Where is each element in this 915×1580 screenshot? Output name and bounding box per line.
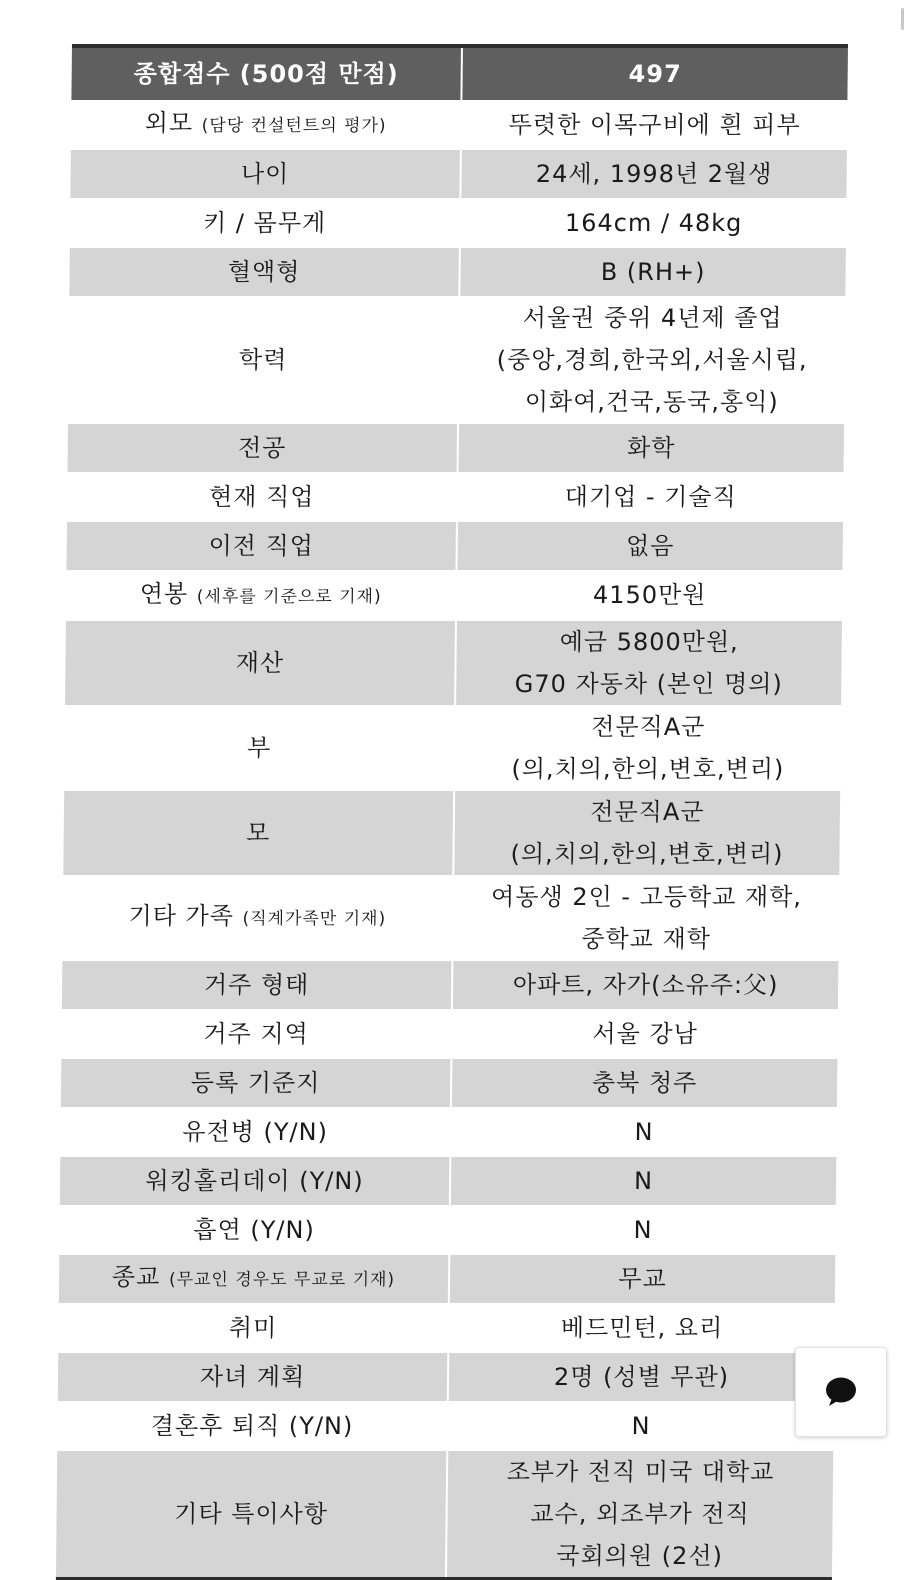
row-value-line: 2명 (성별 무관) — [553, 1362, 730, 1391]
row-label: 이전 직업 — [208, 531, 315, 560]
row-label: 결혼후 퇴직 (Y/N) — [150, 1411, 354, 1440]
row-value-cell — [455, 620, 842, 705]
row-label-cell — [62, 875, 453, 960]
row-label: 모 — [246, 818, 271, 847]
table-row — [71, 100, 848, 149]
row-value-cell — [453, 790, 840, 875]
row-value-line: 국회의원 (2선) — [556, 1541, 724, 1570]
row-label: 기타 특이사항 — [174, 1499, 329, 1528]
table-row — [62, 875, 839, 960]
row-label-cell — [67, 472, 458, 521]
row-value-line: 화학 — [626, 433, 676, 462]
row-value-line: (의,치의,한의,변호,변리) — [510, 839, 784, 868]
row-value-cell — [461, 100, 848, 149]
row-label-note: (직계가족만 기재) — [242, 909, 387, 929]
row-label-cell — [68, 296, 459, 423]
row-value-line: 조부가 전직 미국 대학교 — [506, 1457, 775, 1486]
row-value-line: 아파트, 자가(소유주:父) — [512, 970, 779, 999]
row-label-cell — [63, 790, 454, 875]
row-value-cell — [459, 247, 846, 296]
row-label: 학력 — [238, 345, 288, 374]
chat-button[interactable] — [795, 1347, 887, 1437]
row-label-cell — [68, 423, 459, 472]
row-label: 키 / 몸무게 — [202, 208, 327, 237]
row-label-cell — [64, 705, 455, 790]
row-value-line: 서울 강남 — [592, 1019, 698, 1048]
row-label-cell — [61, 1009, 452, 1058]
row-label-cell — [60, 1107, 451, 1156]
row-value-line: 4150만원 — [592, 581, 707, 609]
row-value-cell — [448, 1352, 835, 1401]
table-row — [70, 149, 847, 198]
row-label-cell — [70, 198, 461, 247]
row-label-cell — [70, 149, 461, 198]
table-row — [65, 620, 842, 705]
row-value-line: N — [633, 1166, 654, 1195]
table-row — [68, 423, 845, 472]
row-label: 흡연 (Y/N) — [193, 1215, 315, 1244]
table-row — [63, 790, 840, 875]
row-label: 부 — [246, 733, 272, 762]
row-value-cell — [449, 1254, 836, 1303]
row-value-line: 교수, 외조부가 전직 — [530, 1499, 750, 1528]
table-row — [64, 705, 841, 790]
row-label: 워킹홀리데이 (Y/N) — [145, 1166, 364, 1195]
row-label-cell — [56, 1450, 447, 1578]
row-value-line: (중앙,경희,한국외,서울시립, — [496, 345, 808, 374]
table-row — [59, 1205, 836, 1254]
table-row — [58, 1303, 835, 1352]
row-value-cell — [458, 423, 845, 472]
row-value-line: 이화여,건국,동국,홍익) — [524, 387, 779, 416]
row-value-cell — [454, 705, 841, 790]
row-label: 재산 — [235, 648, 285, 677]
row-value-line: 무교 — [618, 1264, 667, 1293]
speech-bubble-icon — [823, 1375, 859, 1409]
row-value-cell — [450, 1107, 837, 1156]
row-value-cell — [451, 1058, 838, 1107]
row-value-line: 예금 5800만원, — [559, 627, 739, 656]
row-value-cell — [456, 570, 843, 620]
row-value-cell — [450, 1156, 837, 1205]
row-value-line: 중학교 재학 — [581, 924, 712, 953]
row-label: 취미 — [228, 1313, 278, 1342]
row-value-cell — [456, 521, 843, 570]
row-value-line: N — [631, 1411, 651, 1440]
row-value-cell — [460, 198, 847, 247]
table-row — [66, 570, 843, 620]
profile-table — [56, 44, 848, 1580]
row-value-cell — [457, 472, 844, 521]
table-row — [62, 960, 839, 1009]
row-label-cell — [57, 1401, 448, 1450]
row-value-cell — [452, 960, 839, 1009]
table-row — [66, 521, 843, 570]
row-label-cell — [61, 1058, 452, 1107]
row-label-cell — [58, 1352, 449, 1401]
table-row — [68, 296, 845, 423]
row-label: 등록 기준지 — [190, 1068, 321, 1097]
table-row — [70, 198, 847, 247]
total-score-label: 종합점수 (500점 만점) — [71, 46, 462, 100]
row-label: 기타 가족 — [128, 902, 235, 930]
row-label: 외모 — [144, 109, 194, 137]
row-label-cell — [65, 620, 456, 705]
row-value-line: 충북 청주 — [591, 1068, 698, 1097]
row-label: 나이 — [240, 159, 290, 188]
table-row — [60, 1107, 837, 1156]
row-label: 현재 직업 — [208, 482, 315, 511]
row-value-line: 164cm / 48kg — [564, 208, 743, 237]
row-value-line: 전문직A군 — [590, 797, 705, 826]
row-label-cell — [59, 1254, 450, 1303]
row-label: 연봉 — [139, 579, 189, 608]
row-value-line: 뚜렷한 이목구비에 흰 피부 — [508, 110, 801, 139]
row-value-line: B (RH+) — [600, 257, 706, 286]
row-value-line: 서울권 중위 4년제 졸업 — [522, 303, 783, 332]
row-value-line: N — [634, 1117, 654, 1146]
row-label: 전공 — [237, 433, 287, 462]
row-value-cell — [452, 875, 839, 960]
row-value-line: 전문직A군 — [591, 712, 706, 741]
row-value-cell — [460, 149, 847, 198]
row-label-cell — [59, 1205, 450, 1254]
table-row — [57, 1401, 834, 1450]
row-label: 종교 — [111, 1263, 161, 1291]
row-label-cell — [71, 100, 462, 149]
row-value-cell — [446, 1450, 833, 1578]
row-value-cell — [458, 296, 845, 423]
row-label: 거주 지역 — [203, 1019, 309, 1048]
table-row — [61, 1009, 838, 1058]
row-label-note: (담당 컨설턴트의 평가) — [201, 116, 387, 136]
row-value-cell — [449, 1205, 836, 1254]
row-value-line: 베드민턴, 요리 — [560, 1313, 724, 1342]
row-value-line: G70 자동차 (본인 명의) — [514, 669, 783, 698]
row-label: 유전병 (Y/N) — [182, 1117, 329, 1146]
table-row — [67, 472, 844, 521]
row-label-cell — [62, 960, 453, 1009]
row-value-line: 여동생 2인 - 고등학교 재학, — [490, 882, 803, 911]
row-value-cell — [451, 1009, 838, 1058]
total-score-value: 497 — [461, 46, 848, 100]
row-value-line: 없음 — [625, 531, 675, 560]
row-value-line: 대기업 - 기술직 — [564, 482, 737, 511]
table-row — [58, 1352, 835, 1401]
table-row — [61, 1058, 838, 1107]
row-value-cell — [448, 1303, 835, 1352]
row-label-cell — [58, 1303, 449, 1352]
row-label-cell — [69, 247, 460, 296]
row-label-cell — [66, 521, 457, 570]
table-row — [56, 1450, 833, 1578]
profile-table-body — [56, 46, 848, 1578]
row-label: 거주 형태 — [203, 970, 310, 999]
table-header-row — [71, 46, 848, 100]
table-row — [69, 247, 846, 296]
row-value-line: (의,치의,한의,변호,변리) — [511, 754, 785, 783]
row-value-line: N — [633, 1215, 653, 1244]
row-label: 자녀 계획 — [199, 1362, 306, 1391]
row-value-line: 24세, 1998년 2월생 — [535, 159, 773, 188]
scrollbar-thumb[interactable] — [901, 8, 904, 30]
table-row — [60, 1156, 837, 1205]
row-label-cell — [66, 570, 457, 620]
row-label: 혈액형 — [227, 257, 301, 286]
row-label-note: (무교인 경우도 무교로 기재) — [168, 1270, 396, 1290]
table-row — [59, 1254, 836, 1303]
row-label-cell — [60, 1156, 451, 1205]
row-label-note: (세후를 기준으로 기재) — [196, 586, 382, 607]
row-value-cell — [447, 1401, 834, 1450]
